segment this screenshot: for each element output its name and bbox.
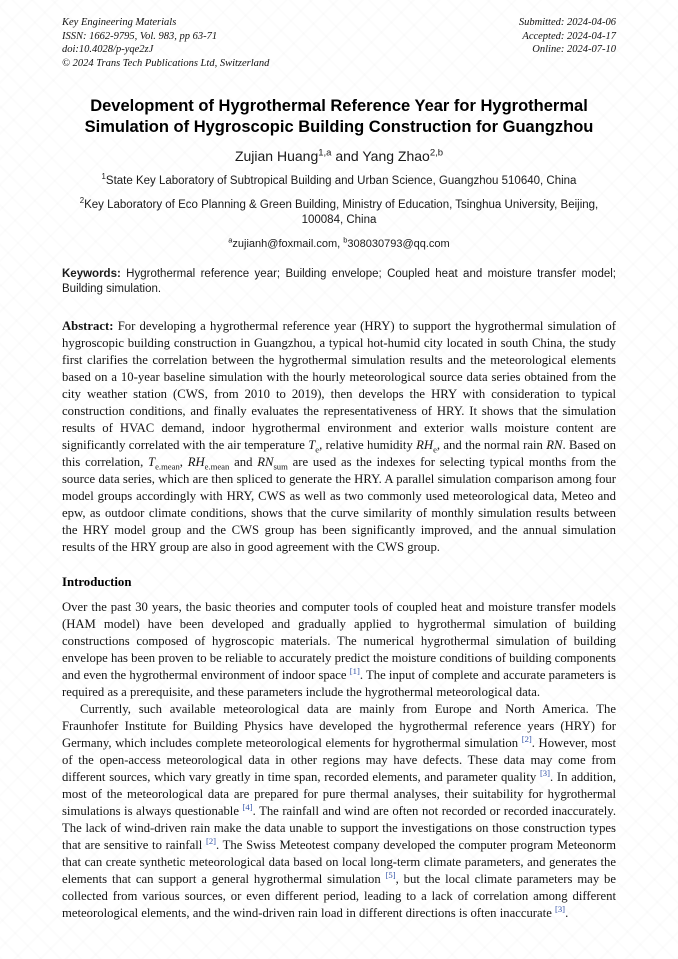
introduction-heading: Introduction bbox=[62, 575, 132, 589]
paper-title: Development of Hygrothermal Reference Year for Hygrothermal Simulation of Hygroscopic Building Construction for Guangzhou bbox=[84, 97, 594, 136]
abstract-paragraph: Abstract: For developing a hygrothermal reference year (HRY) to support the hygrothermal simulation of hygroscopic building construction in Guangzhou, a typical hot-humid city located in south China, the study first clarifies the correlation between the hygrothermal simulation results and the meteorological elements based on a 10-year baseline simulation with the hourly meteorological source data series obtained from the city weather station (CWS, from 2010 to 2019), then develops the HRY with consideration to typical construction conditions, and finally evaluates the representativeness of HRY. It shows that the simulation results of HVAC demand, indoor hygrothermal environment and exterior walls moisture content are significantly correlated with the air temperature $T_e$, relative humidity $RH_e$, and the normal rain RN. Based on this correlation, $T_{e.mean}$, $RH_{e.mean}$ and $RN_{sum}$ are used as the indexes for selecting typical months from the source data series, which are then spliced to generate the HRY. A parallel simulation comparison among four model groups accordingly with HRY, CWS as well as two commonly used meteorological data, Meteo and epw, as outdoor climate conditions, shows that the curve similarity of monthly simulation results between the HRY model group and the CWS group has been significantly improved, and the annual simulation results of the HRY group are also in good agreement with the CWS group. bbox=[62, 319, 617, 554]
journal-info bbox=[62, 16, 269, 70]
citation-ref[interactable]: [3] bbox=[539, 767, 550, 778]
journal-doi: doi:10.4028/p-yqe2zJ bbox=[62, 44, 154, 55]
author-emails: $^a$zujianh@foxmail.com, $^b$308030793@qq.com bbox=[228, 235, 450, 250]
citation-ref[interactable]: [4] bbox=[242, 801, 253, 812]
journal-header bbox=[62, 16, 616, 70]
citation-ref[interactable]: [2] bbox=[205, 835, 217, 846]
date-accepted: Accepted: 2024-04-17 bbox=[522, 30, 616, 42]
affiliation-2: $^2$Key Laboratory of Eco Planning & Green Building, Ministry of Education, Tsinghua University, Beijing, 100084, China bbox=[79, 196, 599, 226]
keywords-line: Keywords: Hygrothermal reference year; Building envelope; Coupled heat and moisture transfer model; Building simulation. bbox=[62, 268, 616, 295]
affiliation-1: $^1$State Key Laboratory of Subtropical Building and Urban Science, Guangzhou 510640, China bbox=[101, 172, 577, 187]
intro-paragraph-2: Currently, such available meteorological data are mainly from Europe and North America. The Fraunhofer Institute for Building Physics have developed the hygrothermal reference years (HRY) for Germany, which includes complete meteorological elements for hygrothermal simulation [2]. However, most of the open-access meteorological data in other regions may have defects. These data may come from different sources, which vary greatly in time span, recorded elements, and parameter quality [3]. In addition, most of the meteorological data are prepared for pure thermal analyses, their suitability for hygrothermal simulations is always questionable [4]. The rainfall and wind are often not recorded or recorded inaccurately. The lack of wind-driven rain make the data unable to support the investigations on those construction types that are sensitive to rainfall [2]. The Swiss Meteotest company developed the computer program Meteonorm that can create synthetic meteorological data based on local long-term climate parameters, and generates the elements that can support a general hygrothermal simulation [5], but the local climate parameters may be collected from various sources, or even different period, leading to a lack of correlation among different meteorological elements, and the wind-driven rain load in different directions is often inaccurate [3]. bbox=[62, 702, 616, 920]
citation-ref[interactable]: [3] bbox=[555, 903, 566, 914]
citation-ref[interactable]: [1] bbox=[349, 665, 360, 676]
submission-dates bbox=[519, 16, 616, 70]
citation-ref[interactable]: [2] bbox=[521, 733, 532, 744]
citation-ref[interactable]: [5] bbox=[385, 869, 396, 880]
intro-paragraph-1: Over the past 30 years, the basic theories and computer tools of coupled heat and moisture transfer models (HAM model) have been developed and gradually applied to hygrothermal simulation of building constructions composed of hygroscopic materials. The numerical hygrothermal simulation of building envelope has been proven to be reliable to accurately predict the moisture conditions of building components and even the hygrothermal environment of indoor space [1]. The input of complete and accurate parameters is required as a prerequisite, and these parameters include the hygrothermal meteorological data. bbox=[62, 600, 616, 699]
authors-line: Zujian Huang$^{1,a}$ and Yang Zhao$^{2,b}$ bbox=[234, 147, 444, 164]
date-submitted: Submitted: 2024-04-06 bbox=[518, 17, 616, 28]
journal-issn-volume: ISSN: 1662-9795, Vol. 983, pp 63-71 bbox=[62, 30, 218, 42]
journal-name: Key Engineering Materials bbox=[62, 17, 177, 28]
date-online: Online: 2024-07-10 bbox=[532, 44, 616, 55]
journal-copyright: © 2024 Trans Tech Publications Ltd, Switzerland bbox=[62, 57, 270, 69]
